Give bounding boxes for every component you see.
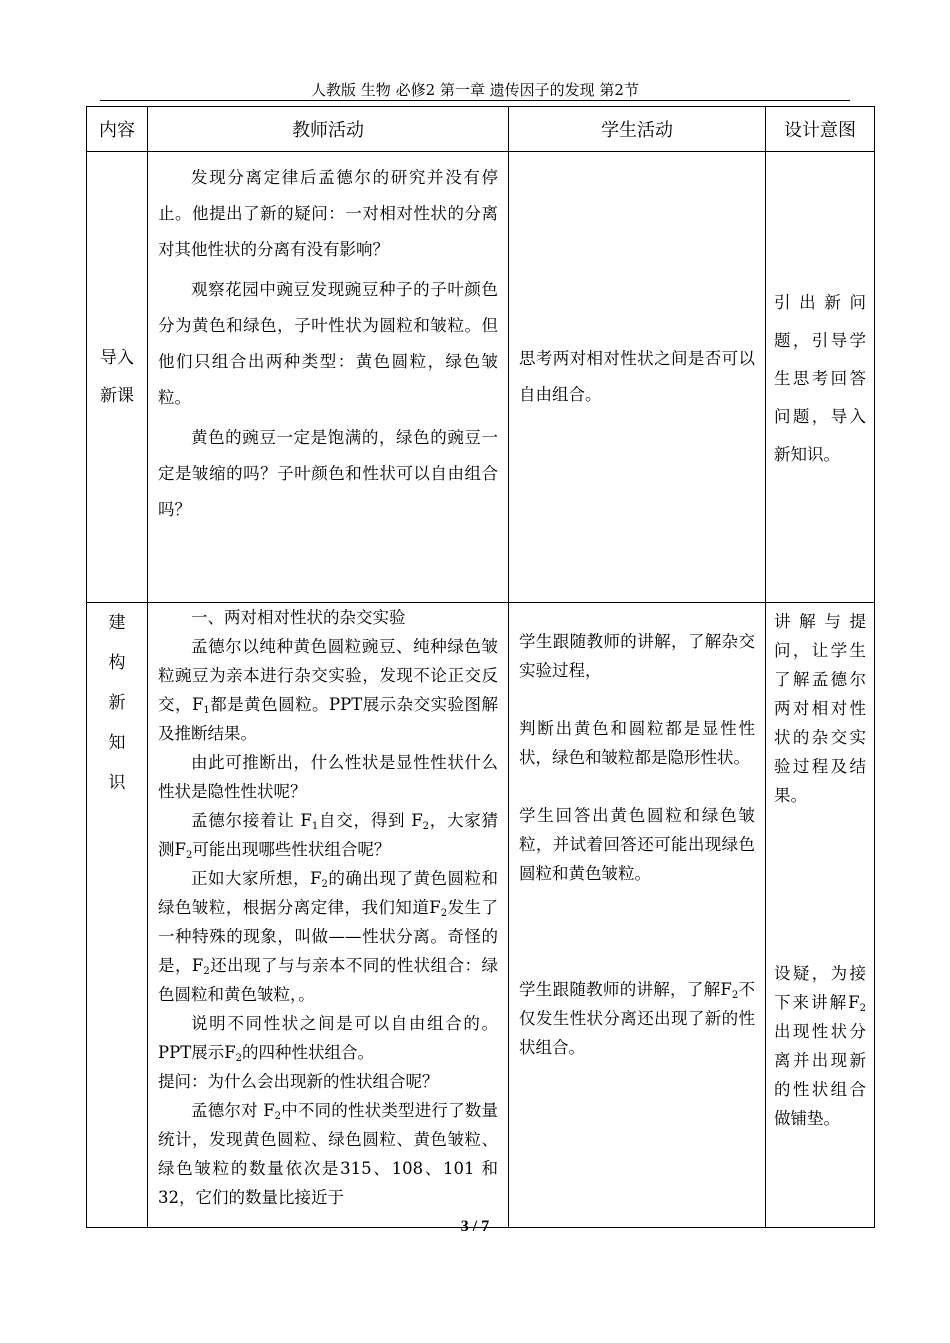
build-teacher-paragraph: 由此可推断出，什么性状是显性性状什么性状是隐性性状呢？	[158, 753, 498, 801]
intro-student-text: 思考两对相对性状之间是否可以自由组合。	[519, 349, 755, 404]
page-number: 3 / 7	[460, 1218, 490, 1235]
column-header-student: 学生活动	[509, 107, 766, 152]
intro-label-line2: 新课	[100, 386, 134, 406]
column-header-content: 内容	[87, 107, 148, 152]
page-header: 人教版 生物 必修2 第一章 遗传因子的发现 第2节	[311, 81, 639, 99]
intro-teacher-paragraph: 观察花园中豌豆发现豌豆种子的子叶颜色分为黄色和绿色，子叶性状为圆粒和皱粒。但他们只组合出两种类型：黄色圆粒，绿色皱粒。	[158, 280, 498, 407]
intro-student-cell	[509, 152, 766, 603]
build-label-char: 识	[108, 773, 126, 793]
table-row-build	[87, 603, 875, 1228]
build-label-cell	[87, 603, 148, 1228]
column-header-teacher: 教师活动	[148, 107, 509, 152]
build-teacher-question: 提问：为什么会出现新的性状组合呢？	[158, 1072, 439, 1091]
build-label-char: 构	[108, 653, 126, 673]
intro-label-cell	[87, 152, 148, 603]
intro-design-cell	[766, 152, 875, 603]
build-heading: 一、两对相对性状的杂交实验	[191, 608, 406, 627]
build-label-char: 新	[108, 693, 126, 713]
intro-teacher-paragraph: 发现分离定律后孟德尔的研究并没有停止。他提出了新的疑问：一对相对性状的分离对其他性状的分离有没有影响？	[158, 168, 498, 259]
build-student-text: 学生跟随教师的讲解，了解$F_2$不仅发生性状分离还出现了新的性状组合。	[519, 980, 756, 1057]
build-teacher-paragraph: 说明不同性状之间是可以自由组合的。PPT展示$F_2$的四种性状组合。	[158, 1014, 498, 1064]
build-student-cell	[509, 603, 766, 1228]
intro-label-line1: 导入	[100, 348, 134, 368]
build-design-text: 讲解与提问，让学生了解孟德尔两对相对性状的杂交实验过程及结果。	[774, 612, 866, 805]
table-row-intro	[87, 152, 875, 603]
build-teacher-paragraph: 孟德尔以纯种黄色圆粒豌豆、纯种绿色皱粒豌豆为亲本进行杂交实验，发现不论正交反交，$F_1$都是黄色圆粒。PPT展示杂交实验图解及推断结果。	[158, 637, 498, 743]
intro-design-text: 引出新问题，引导学生思考回答问题，导入新知识。	[774, 293, 866, 464]
header-rule	[100, 100, 850, 101]
intro-teacher-paragraph: 黄色的豌豆一定是饱满的，绿色的豌豆一定是皱缩的吗？子叶颜色和性状可以自由组合吗？	[158, 428, 498, 519]
build-teacher-paragraph: 孟德尔对 $F_2$中不同的性状类型进行了数量统计，发现黄色圆粒、绿色圆粒、黄色皱粒、绿色皱粒的数量依次是315、108、101 和 32，它们的数量比接近于	[158, 1101, 499, 1207]
lesson-plan-table	[86, 106, 875, 1228]
build-design-cell	[766, 603, 875, 1228]
build-student-text: 判断出黄色和圆粒都是显性性状，绿色和皱粒都是隐形性状。	[519, 719, 755, 767]
build-label-char: 知	[108, 733, 126, 753]
column-header-design: 设计意图	[766, 107, 875, 152]
build-student-text: 学生跟随教师的讲解，了解杂交实验过程，	[519, 632, 755, 680]
build-teacher-cell	[148, 603, 509, 1228]
build-student-text: 学生回答出黄色圆粒和绿色皱粒，并试着回答还可能出现绿色圆粒和黄色皱粒。	[519, 806, 755, 883]
table-header-row	[87, 107, 875, 152]
build-label-char: 建	[108, 613, 126, 633]
build-design-text: 设疑，为接下来讲解$F_2$出现性状分离并出现新的性状组合做铺垫。	[774, 964, 866, 1128]
intro-teacher-cell	[148, 152, 509, 603]
build-teacher-paragraph: 正如大家所想，$F_2$的确出现了黄色圆粒和绿色皱粒，根据分离定律，我们知道$F_2$发生了一种特殊的现象，叫做——性状分离。奇怪的是，$F_2$还出现了与与亲本不同的性状组合：绿色圆粒和黄色皱粒，。	[158, 869, 499, 1004]
build-teacher-paragraph: 孟德尔接着让 $F_1$自交，得到 $F_2$，大家猜测$F_2$可能出现哪些性状组合呢？	[158, 811, 498, 861]
